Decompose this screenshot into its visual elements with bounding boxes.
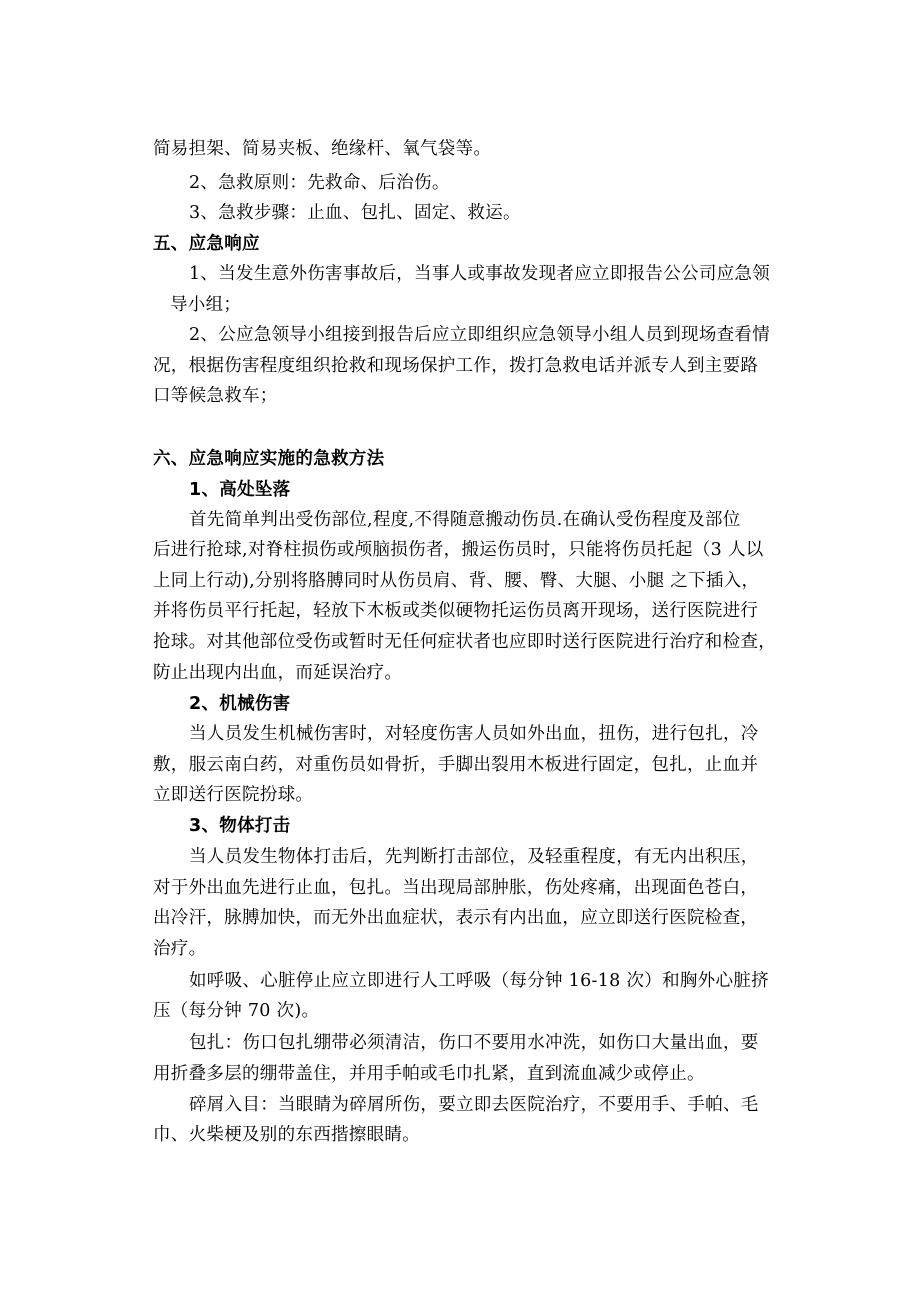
text-line: 立即送行医院扮球。 [153,785,314,805]
text-line: 况，根据伤害程度组织抢救和现场保护工作，拨打急救电话并派专人到主要路 [153,356,759,376]
text-line: 压（每分钟 70 次)。 [153,1001,320,1021]
text-line: 抢球。对其他部位受伤或暂时无任何症状者也应即时送行医院进行治疗和检查， [153,632,776,652]
text-line: 简易担架、简易夹板、绝缘杆、氧气袋等。 [153,139,492,159]
text-line: 并将伤员平行托起，轻放下木板或类似硬物托运伤员离开现场，送行医院进行 [153,601,759,621]
text-line: 对于外出血先进行止血，包扎。当出现局部肿胀，伤处疼痛，出现面色苍白， [153,878,759,898]
text-line: 用折叠多层的绷带盖住，并用手帕或毛巾扎紧，直到流血减少或停止。 [153,1064,705,1084]
text-line: 上同上行动),分别将胳膊同时从伤员肩、背、腰、臀、大腿、小腿 之下插入， [153,571,760,591]
subsection-heading: 2、机械伤害 [189,694,291,714]
text-line: 口等候急救车； [153,386,278,406]
text-line: 导小组； [170,295,242,315]
text-line: 后进行抢球,对脊柱损伤或颅脑损伤者，搬运伤员时，只能将伤员托起（3 人以 [153,540,764,560]
text-line: 治疗。 [153,939,207,959]
section-heading: 五、应急响应 [153,234,260,254]
section-heading: 六、应急响应实施的急救方法 [153,449,385,469]
text-line: 3、急救步骤：止血、包扎、固定、救运。 [189,203,521,223]
text-line: 敷，服云南白药，对重伤员如骨折，手脚出裂用木板进行固定，包扎，止血并 [153,755,759,775]
subsection-heading: 3、物体打击 [189,816,291,836]
text-line: 如呼吸、心脏停止应立即进行人工呼吸（每分钟 16-18 次）和胸外心脏挤 [189,971,769,991]
text-line: 首先简单判出受伤部位,程度,不得随意搬动伤员.在确认受伤程度及部位 [189,510,741,530]
text-line: 防止出现内出血，而延误治疗。 [153,663,403,683]
subsection-heading: 1、高处坠落 [189,480,291,500]
text-line: 1、当发生意外伤害事故后，当事人或事故发现者应立即报告公公司应急领 [189,264,771,284]
text-line: 包扎：伤口包扎绷带必须清洁，伤口不要用水冲洗，如伤口大量出血，要 [189,1033,759,1053]
text-line: 当人员发生物体打击后，先判断打击部位，及轻重程度，有无内出积压， [189,847,759,867]
text-line: 2、急救原则：先救命、后治伤。 [189,173,450,193]
text-line: 当人员发生机械伤害时，对轻度伤害人员如外出血，扭伤，进行包扎，冷 [189,724,759,744]
text-line: 巾、火柴梗及别的东西揩擦眼睛。 [153,1125,420,1145]
text-line: 碎屑入目：当眼睛为碎屑所伤，要立即去医院治疗，不要用手、手帕、毛 [189,1095,759,1115]
text-line: 2、公应急领导小组接到报告后应立即组织应急领导小组人员到现场查看情 [189,325,771,345]
text-line: 出冷汗，脉膊加快，而无外出血症状，表示有内出血，应立即送行医院检查， [153,908,759,928]
